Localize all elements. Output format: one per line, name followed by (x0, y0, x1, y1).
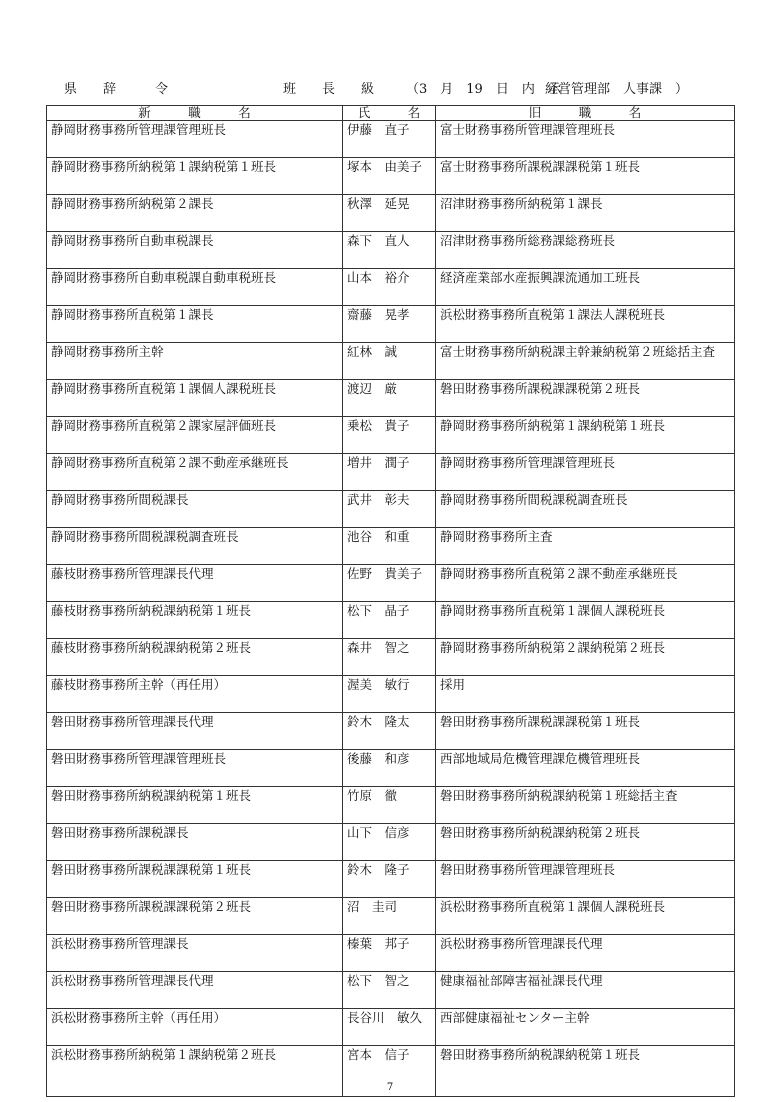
old-post-cell: 磐田財務事務所課税課課税第２班長 (436, 380, 735, 417)
personnel-table (46, 105, 735, 1097)
new-post-cell: 藤枝財務事務所管理課長代理 (47, 565, 343, 602)
table-row (47, 861, 735, 898)
old-post-cell: 磐田財務事務所管理課管理班長 (436, 861, 735, 898)
name-cell: 沼 圭司 (343, 898, 436, 935)
new-post-cell: 磐田財務事務所管理課長代理 (47, 713, 343, 750)
old-post-cell: 浜松財務事務所管理課長代理 (436, 935, 735, 972)
table-row (47, 232, 735, 269)
old-post-cell: 磐田財務事務所課税課課税第１班長 (436, 713, 735, 750)
name-cell: 塚本 由美子 (343, 158, 436, 195)
name-cell: 佐野 貴美子 (343, 565, 436, 602)
new-post-cell: 磐田財務事務所管理課管理班長 (47, 750, 343, 787)
name-cell: 松下 晶子 (343, 602, 436, 639)
table-row (47, 713, 735, 750)
new-post-cell: 静岡財務事務所直税第１課個人課税班長 (47, 380, 343, 417)
new-post-cell: 藤枝財務事務所主幹（再任用） (47, 676, 343, 713)
table-row (47, 269, 735, 306)
old-post-cell: 沼津財務事務所納税第１課長 (436, 195, 735, 232)
new-post-cell: 静岡財務事務所主幹 (47, 343, 343, 380)
table-row (47, 639, 735, 676)
old-post-cell: 経済産業部水産振興課流通加工班長 (436, 269, 735, 306)
table-row (47, 787, 735, 824)
name-cell: 齋藤 晃孝 (343, 306, 436, 343)
new-post-cell: 浜松財務事務所管理課長 (47, 935, 343, 972)
new-post-cell: 静岡財務事務所自動車税課自動車税班長 (47, 269, 343, 306)
name-cell: 長谷川 敏久 (343, 1009, 436, 1046)
old-post-cell: 浜松財務事務所直税第１課法人課税班長 (436, 306, 735, 343)
table-row (47, 972, 735, 1009)
table-row (47, 343, 735, 380)
table-header-row (47, 106, 735, 121)
name-cell: 池谷 和重 (343, 528, 436, 565)
old-post-cell: 静岡財務事務所管理課管理班長 (436, 454, 735, 491)
table-row (47, 491, 735, 528)
new-post-cell: 静岡財務事務所納税第２課長 (47, 195, 343, 232)
old-post-cell: 沼津財務事務所総務課総務班長 (436, 232, 735, 269)
page-number: 7 (386, 1082, 394, 1093)
new-post-cell: 藤枝財務事務所納税課納税第１班長 (47, 602, 343, 639)
table-row (47, 195, 735, 232)
table-row (47, 565, 735, 602)
old-post-cell: 磐田財務事務所納税課納税第１班長 (436, 1046, 735, 1097)
name-cell: 森井 智之 (343, 639, 436, 676)
name-cell: 森下 直人 (343, 232, 436, 269)
table-row (47, 676, 735, 713)
new-post-cell: 静岡財務事務所直税第２課家屋評価班長 (47, 417, 343, 454)
old-post-cell: 静岡財務事務所主査 (436, 528, 735, 565)
name-cell: 乗松 貴子 (343, 417, 436, 454)
table-row (47, 824, 735, 861)
name-cell: 後藤 和彦 (343, 750, 436, 787)
new-post-cell: 静岡財務事務所納税第１課納税第１班長 (47, 158, 343, 195)
name-cell: 増井 潤子 (343, 454, 436, 491)
header-notice-date: （3 月 19 日 内 示 (406, 82, 561, 97)
new-post-cell: 静岡財務事務所間税課長 (47, 491, 343, 528)
table-body (47, 121, 735, 1097)
name-cell: 紅林 誠 (343, 343, 436, 380)
old-post-cell: 西部地域局危機管理課危機管理班長 (436, 750, 735, 787)
old-post-cell: 静岡財務事務所納税第２課納税第２班長 (436, 639, 735, 676)
table-row (47, 121, 735, 158)
old-post-cell: 浜松財務事務所直税第１課個人課税班長 (436, 898, 735, 935)
old-post-cell: 採用 (436, 676, 735, 713)
name-cell: 竹原 徹 (343, 787, 436, 824)
name-cell: 秋澤 延晃 (343, 195, 436, 232)
new-post-cell: 静岡財務事務所自動車税課長 (47, 232, 343, 269)
table-row (47, 898, 735, 935)
old-post-cell: 富士財務事務所管理課管理班長 (436, 121, 735, 158)
old-post-cell: 健康福祉部障害福祉課長代理 (436, 972, 735, 1009)
new-post-cell: 浜松財務事務所主幹（再任用） (47, 1009, 343, 1046)
name-cell: 武井 彰夫 (343, 491, 436, 528)
table-row (47, 306, 735, 343)
column-header-old-post: 旧 職 名 (436, 106, 735, 121)
old-post-cell: 富士財務事務所納税課主幹兼納税第２班総括主査 (436, 343, 735, 380)
header-title: 県 辞 令 (64, 82, 169, 97)
new-post-cell: 静岡財務事務所間税課税調査班長 (47, 528, 343, 565)
old-post-cell: 静岡財務事務所直税第２課不動産承継班長 (436, 565, 735, 602)
name-cell: 渥美 敏行 (343, 676, 436, 713)
table-row (47, 454, 735, 491)
new-post-cell: 静岡財務事務所管理課管理班長 (47, 121, 343, 158)
old-post-cell: 富士財務事務所課税課課税第１班長 (436, 158, 735, 195)
new-post-cell: 浜松財務事務所納税第１課納税第２班長 (47, 1046, 343, 1097)
column-header-name: 氏 名 (343, 106, 436, 121)
name-cell: 鈴木 隆子 (343, 861, 436, 898)
new-post-cell: 浜松財務事務所管理課長代理 (47, 972, 343, 1009)
name-cell: 榛葉 邦子 (343, 935, 436, 972)
old-post-cell: 西部健康福祉センター主幹 (436, 1009, 735, 1046)
header-grade: 班 長 級 (283, 82, 375, 97)
new-post-cell: 磐田財務事務所課税課課税第２班長 (47, 898, 343, 935)
name-cell: 山本 裕介 (343, 269, 436, 306)
new-post-cell: 磐田財務事務所納税課納税第１班長 (47, 787, 343, 824)
old-post-cell: 磐田財務事務所納税課納税第１班総括主査 (436, 787, 735, 824)
new-post-cell: 磐田財務事務所課税課長 (47, 824, 343, 861)
table-row (47, 750, 735, 787)
new-post-cell: 静岡財務事務所直税第２課不動産承継班長 (47, 454, 343, 491)
table-row (47, 528, 735, 565)
document-header (0, 80, 780, 100)
header-department: 経営管理部 人事課 ） (545, 82, 689, 97)
name-cell: 渡辺 厳 (343, 380, 436, 417)
table-header (47, 106, 735, 121)
old-post-cell: 静岡財務事務所納税第１課納税第１班長 (436, 417, 735, 454)
new-post-cell: 静岡財務事務所直税第１課長 (47, 306, 343, 343)
table-row (47, 158, 735, 195)
name-cell: 伊藤 直子 (343, 121, 436, 158)
new-post-cell: 磐田財務事務所課税課課税第１班長 (47, 861, 343, 898)
table-row (47, 380, 735, 417)
table-row (47, 935, 735, 972)
old-post-cell: 静岡財務事務所直税第１課個人課税班長 (436, 602, 735, 639)
old-post-cell: 磐田財務事務所納税課納税第２班長 (436, 824, 735, 861)
table-row (47, 417, 735, 454)
name-cell: 山下 信彦 (343, 824, 436, 861)
column-header-new-post: 新 職 名 (47, 106, 343, 121)
name-cell: 鈴木 隆太 (343, 713, 436, 750)
table-row (47, 602, 735, 639)
name-cell: 宮本 信子 (343, 1046, 436, 1097)
old-post-cell: 静岡財務事務所間税課税調査班長 (436, 491, 735, 528)
name-cell: 松下 智之 (343, 972, 436, 1009)
new-post-cell: 藤枝財務事務所納税課納税第２班長 (47, 639, 343, 676)
table-row (47, 1009, 735, 1046)
